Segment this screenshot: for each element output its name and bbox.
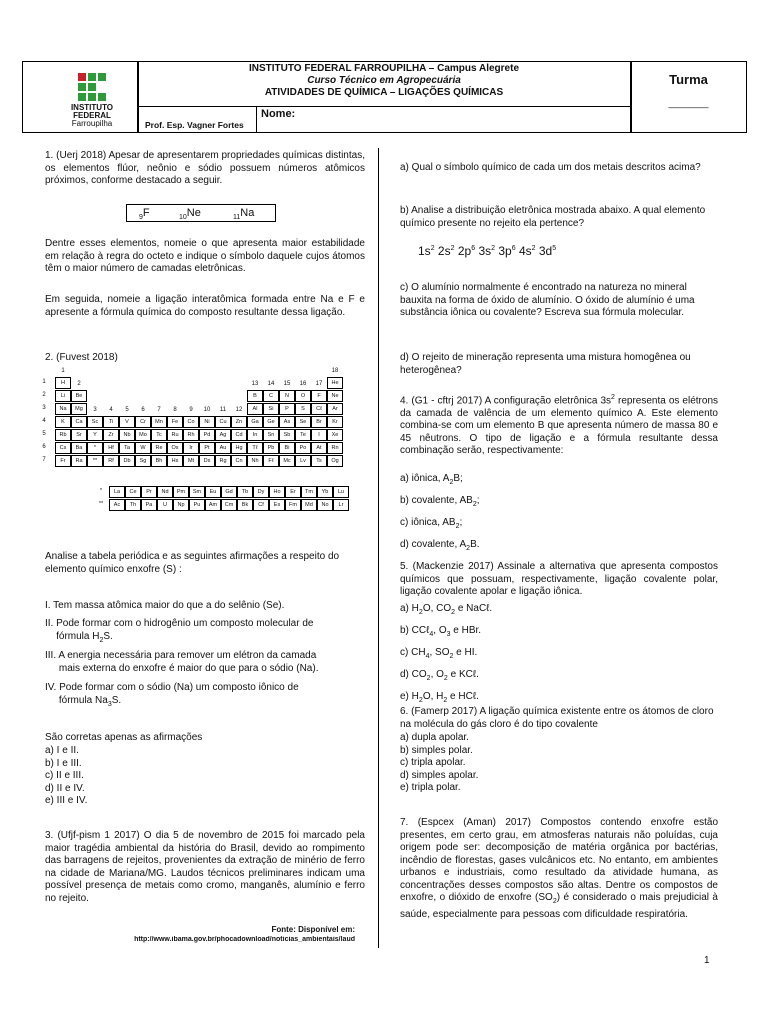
element-cell: Hs bbox=[167, 455, 183, 467]
option[interactable]: a) dupla apolar. bbox=[400, 732, 469, 743]
element-cell: Y bbox=[87, 429, 103, 441]
element-cell: Pa bbox=[141, 499, 157, 511]
group-number: 7 bbox=[157, 407, 161, 413]
element-cell: Re bbox=[151, 442, 167, 454]
option[interactable]: a) iônica, $A_2B$; bbox=[400, 473, 463, 486]
q7-text: 7. (Espcex (Aman) 2017) Compostos contendo enxofre estão presentes, em certo grau, em atmosferas naturais não poluídas, cuja origem pode ser: decomposição de matéria orgânica por bactérias, incêndio de florestas, gases vulcânicos etc. No entanto, em ambientes urbanos e industriais, como resultado da atividade humana, as concentrações desses compostos são altas. Dentre os compostos de enxofre, o dióxido de enxofre $(SO_2)$ é considerado o mais prejudicial à saúde, especialmente para pessoas com dificuldade respiratória. bbox=[400, 817, 718, 920]
element-cell: Fr bbox=[55, 455, 71, 467]
institution-logo bbox=[64, 73, 116, 107]
element-cell: Tb bbox=[237, 486, 253, 498]
header-titles bbox=[140, 63, 628, 99]
element-cell: Ho bbox=[269, 486, 285, 498]
element-cell: V bbox=[119, 416, 135, 428]
element-cell: Rn bbox=[327, 442, 343, 454]
option[interactable]: b) CCℓ$_4$, $O_3$ e HBr. bbox=[400, 625, 482, 638]
element-cell: K bbox=[55, 416, 71, 428]
element-cell: W bbox=[135, 442, 151, 454]
element-cell: Pu bbox=[189, 499, 205, 511]
element-cell: Cm bbox=[221, 499, 237, 511]
element-cell: Ce bbox=[125, 486, 141, 498]
period-number: 6 bbox=[42, 444, 46, 450]
q1-body2: Em seguida, nomeie a ligação interatômica formada entre Na e F e apresente a fórmula química do composto resultante dessa ligação. bbox=[45, 294, 365, 318]
option[interactable]: d) $CO_2$, $O_2$ e KCℓ. bbox=[400, 669, 479, 682]
q1-body1: Dentre esses elementos, nomeie o que apresenta maior estabilidade em relação à regra do octeto e indique o símbolo daquele cujos átomos têm o maior número de camadas eletrônicas. bbox=[45, 238, 365, 274]
group-number: 13 bbox=[251, 381, 259, 387]
element-cell: Kr bbox=[327, 416, 343, 428]
element-cell: Pb bbox=[263, 442, 279, 454]
element-cell: Ca bbox=[71, 416, 87, 428]
q3-source-url[interactable]: http://www.ibama.gov.br/phocadownload/noticias_ambientais/laud bbox=[134, 936, 355, 943]
option[interactable]: e) tripla polar. bbox=[400, 782, 461, 793]
turma-field[interactable]: ________ bbox=[668, 98, 709, 108]
element-cell: Bh bbox=[151, 455, 167, 467]
element-cell: Hg bbox=[231, 442, 247, 454]
q1-elements-box: $_9$F $_{10}$Ne $_{11}$Na bbox=[126, 204, 276, 222]
element-cell: Mt bbox=[183, 455, 199, 467]
group-number: 18 bbox=[331, 368, 339, 374]
option[interactable]: b) covalente, $AB_2$; bbox=[400, 495, 480, 508]
element-cell: Li bbox=[55, 390, 71, 402]
element-cell: Og bbox=[327, 455, 343, 467]
element-cell: Mg bbox=[71, 403, 87, 415]
column-divider bbox=[378, 148, 379, 948]
element-cell: Mo bbox=[135, 429, 151, 441]
element-cell: Ds bbox=[199, 455, 215, 467]
page-number: 1 bbox=[704, 955, 710, 966]
element-cell: In bbox=[247, 429, 263, 441]
periodic-table bbox=[42, 365, 375, 545]
q3-item-b: b) Analise a distribuição eletrônica mostrada abaixo. A qual elemento químico presente no rejeito ela pertence? bbox=[400, 205, 706, 229]
period-number: 5 bbox=[42, 431, 46, 437]
option[interactable]: d) simples apolar. bbox=[400, 769, 479, 781]
group-number: 3 bbox=[93, 407, 97, 413]
element-cell: Ac bbox=[109, 499, 125, 511]
element-cell: N bbox=[279, 390, 295, 402]
group-number: 11 bbox=[219, 407, 227, 413]
element-cell: Cr bbox=[135, 416, 151, 428]
header-divider bbox=[137, 61, 139, 133]
element-cell: Ne bbox=[327, 390, 343, 402]
header-divider bbox=[256, 106, 257, 133]
element-cell: Pm bbox=[173, 486, 189, 498]
element-cell: Cd bbox=[231, 429, 247, 441]
period-number: 1 bbox=[42, 379, 46, 385]
turma-label: Turma bbox=[669, 72, 708, 87]
element-cell: Na bbox=[55, 403, 71, 415]
element-cell: Zr bbox=[103, 429, 119, 441]
element-cell: Ir bbox=[183, 442, 199, 454]
electron-configuration: $1s^2$ $2s^2$ $2p^6$ $3s^2$ $3p^6$ $4s^2$ $3d^5$ bbox=[418, 244, 557, 258]
q3-text: 3. (Ufjf-pism 1 2017) O dia 5 de novembro de 2015 foi marcado pela maior tragédia ambiental da história do Brasil, devido ao rompimento das barragens de rejeitos, provenientes da extração de minério de ferro na cidade de Mariana/MG. Laudos técnicos preliminares indicam uma possível presença de metais como cromo, manganês, alumínio e ferro no rejeito. bbox=[45, 830, 365, 904]
element-cell: Po bbox=[295, 442, 311, 454]
element-cell: Fℓ bbox=[263, 455, 279, 467]
element-cell: Cn bbox=[231, 455, 247, 467]
element-cell: Sb bbox=[279, 429, 295, 441]
q4-text: 4. (G1 - cftrj 2017) A configuração eletrônica $3s^2$ representa os elétrons da camada de valência de um elemento químico A. Este elemento combina-se com um elemento B que apresenta número de massa 80 e 45 nêutrons. O tipo de ligação e a fórmula resultante dessa combinação serão, respectivamente: bbox=[400, 394, 719, 457]
period-number: 3 bbox=[42, 405, 46, 411]
element-cell: Rg bbox=[215, 455, 231, 467]
element-cell: Au bbox=[215, 442, 231, 454]
group-number: 1 bbox=[61, 368, 65, 374]
element-cell: Se bbox=[295, 416, 311, 428]
element-cell: Cs bbox=[55, 442, 71, 454]
element-cell: Lv bbox=[295, 455, 311, 467]
q2-question: São corretas apenas as afirmações bbox=[45, 732, 203, 743]
element-cell: Te bbox=[295, 429, 311, 441]
professor-name: Prof. Esp. Vagner Fortes bbox=[145, 120, 244, 130]
option[interactable]: d) covalente, $A_2B$. bbox=[400, 539, 480, 552]
element-cell: At bbox=[311, 442, 327, 454]
element-cell: Yb bbox=[317, 486, 333, 498]
element-cell: As bbox=[279, 416, 295, 428]
element-cell: Ag bbox=[215, 429, 231, 441]
q2-statement-1: I. Tem massa atômica maior do que a do selênio (Se). bbox=[45, 600, 285, 611]
period-number: 4 bbox=[42, 418, 46, 424]
element-cell: Nd bbox=[157, 486, 173, 498]
element-cell: Am bbox=[205, 499, 221, 511]
element-cell: Co bbox=[183, 416, 199, 428]
element-cell: Tc bbox=[151, 429, 167, 441]
element-cell: Eu bbox=[205, 486, 221, 498]
element-cell: Sr bbox=[71, 429, 87, 441]
option[interactable]: c) tripla apolar. bbox=[400, 757, 466, 768]
element-cell: Sn bbox=[263, 429, 279, 441]
element-cell: Br bbox=[311, 416, 327, 428]
q6-options bbox=[400, 732, 718, 795]
element-cell: S bbox=[295, 403, 311, 415]
element-cell: U bbox=[157, 499, 173, 511]
group-number: 2 bbox=[77, 381, 81, 387]
element-cell: Np bbox=[173, 499, 189, 511]
element-cell: I bbox=[311, 429, 327, 441]
element-cell: Pd bbox=[199, 429, 215, 441]
element-cell: Bk bbox=[237, 499, 253, 511]
element-cell: Ts bbox=[311, 455, 327, 467]
element-cell: ** bbox=[87, 455, 103, 467]
q2-title: 2. (Fuvest 2018) bbox=[45, 352, 118, 363]
group-number: 8 bbox=[173, 407, 177, 413]
element-cell: Ni bbox=[199, 416, 215, 428]
option[interactable]: a) I e II. bbox=[45, 745, 79, 756]
q3-item-c: c) O alumínio normalmente é encontrado na natureza no mineral bauxita na forma de óxido de alumínio. O óxido de alumínio é uma substância iônica ou covalente? Escreva sua fórmula molecular. bbox=[400, 282, 695, 318]
option[interactable]: e) $H_2O$, $H_2$ e HCℓ. bbox=[400, 691, 479, 704]
option[interactable]: d) II e IV. bbox=[45, 782, 85, 794]
element-cell: No bbox=[317, 499, 333, 511]
option[interactable]: e) III e IV. bbox=[45, 795, 88, 806]
element-cell: Rf bbox=[103, 455, 119, 467]
group-number: 16 bbox=[299, 381, 307, 387]
q1-intro: 1. (Uerj 2018) Apesar de apresentarem propriedades químicas distintas, os elementos flúor, neônio e sódio possuem números atômicos próximos, conforme destacado a seguir. bbox=[45, 150, 365, 186]
element-cell: Es bbox=[269, 499, 285, 511]
element-cell: Fm bbox=[285, 499, 301, 511]
option[interactable]: c) II e III. bbox=[45, 770, 84, 781]
element-cell: Tm bbox=[301, 486, 317, 498]
element-cell: La bbox=[109, 486, 125, 498]
q2-statement-3: III. A energia necessária para remover um elétron da camada mais externa do enxofre é maior do que para o sódio (Na). bbox=[45, 650, 319, 674]
period-number: 7 bbox=[42, 457, 46, 463]
element-cell: Pr bbox=[141, 486, 157, 498]
element-cell: Md bbox=[301, 499, 317, 511]
element-cell: H bbox=[55, 377, 71, 389]
group-number: 4 bbox=[109, 407, 113, 413]
element-cell: Cu bbox=[215, 416, 231, 428]
option[interactable]: a) $H_2O$, $CO_2$ e NaCℓ. bbox=[400, 603, 493, 616]
element-cell: Cℓ bbox=[311, 403, 327, 415]
element-cell: Fe bbox=[167, 416, 183, 428]
element-cell: C bbox=[263, 390, 279, 402]
group-number: 10 bbox=[203, 407, 211, 413]
element-cell: Nh bbox=[247, 455, 263, 467]
element-cell: Ba bbox=[71, 442, 87, 454]
element-cell: F bbox=[311, 390, 327, 402]
element-cell: He bbox=[327, 377, 343, 389]
element-cell: Sm bbox=[189, 486, 205, 498]
option[interactable]: c) $CH_4$, $SO_2$ e HI. bbox=[400, 647, 478, 660]
group-number: 9 bbox=[189, 407, 193, 413]
element-cell: Mc bbox=[279, 455, 295, 467]
element-cell: Si bbox=[263, 403, 279, 415]
element-cell: Th bbox=[125, 499, 141, 511]
q3-item-a: a) Qual o símbolo químico de cada um dos metais descritos acima? bbox=[400, 162, 701, 173]
logo-square-red bbox=[78, 73, 86, 81]
element-cell: Ar bbox=[327, 403, 343, 415]
element-cell: B bbox=[247, 390, 263, 402]
option[interactable]: c) iônica, $AB_2$; bbox=[400, 517, 463, 530]
element-cell: Ra bbox=[71, 455, 87, 467]
element-cell: Pt bbox=[199, 442, 215, 454]
element-cell: Al bbox=[247, 403, 263, 415]
element-cell: Xe bbox=[327, 429, 343, 441]
group-number: 5 bbox=[125, 407, 129, 413]
element-cell: Bi bbox=[279, 442, 295, 454]
q2-statement-4: IV. Pode formar com o sódio (Na) um composto iônico de fórmula $Na_3S$. bbox=[45, 682, 299, 708]
element-cell: Os bbox=[167, 442, 183, 454]
q2-options bbox=[45, 745, 365, 808]
element-cell: Mn bbox=[151, 416, 167, 428]
nome-label: Nome: bbox=[261, 108, 296, 120]
element-cell: Lu bbox=[333, 486, 349, 498]
element-cell: * bbox=[99, 488, 103, 494]
element-cell: Zn bbox=[231, 416, 247, 428]
header-divider bbox=[137, 106, 631, 107]
institution-name: INSTITUTO FEDERAL FARROUPILHA – Campus Alegrete bbox=[248, 63, 520, 74]
element-cell: Lr bbox=[333, 499, 349, 511]
q5-options bbox=[400, 600, 718, 710]
q5-text: 5. (Mackenzie 2017) Assinale a alternativa que apresenta compostos químicos que possuam, respectivamente, ligação covalente polar, ligação covalente apolar e ligação iônica. bbox=[400, 561, 718, 597]
element-cell: Gd bbox=[221, 486, 237, 498]
element-cell: Hf bbox=[103, 442, 119, 454]
element-cell: Sc bbox=[87, 416, 103, 428]
logo-text: INSTITUTO FEDERAL Farroupilha bbox=[70, 103, 114, 128]
element-cell: Dy bbox=[253, 486, 269, 498]
element-cell: Rh bbox=[183, 429, 199, 441]
element-cell: Rb bbox=[55, 429, 71, 441]
period-number: 2 bbox=[42, 392, 46, 398]
q2-statement-2: II. Pode formar com o hidrogênio um composto molecular de fórmula $H_2S$. bbox=[45, 618, 314, 644]
element-cell: Ru bbox=[167, 429, 183, 441]
element-cell: Db bbox=[119, 455, 135, 467]
activity-title: ATIVIDADES DE QUÍMICA – LIGAÇÕES QUÍMICAS bbox=[264, 87, 504, 98]
q3-item-d: d) O rejeito de mineração representa uma mistura homogênea ou heterogênea? bbox=[400, 352, 691, 376]
group-number: 15 bbox=[283, 381, 291, 387]
element-cell: Er bbox=[285, 486, 301, 498]
group-number: 17 bbox=[315, 381, 323, 387]
q6-text: 6. (Famerp 2017) A ligação química existente entre os átomos de cloro na molécula do gás cloro é do tipo covalente bbox=[400, 706, 714, 730]
element-cell: Sg bbox=[135, 455, 151, 467]
q3-source-label: Fonte: Disponível em: bbox=[271, 925, 355, 934]
q4-options bbox=[400, 470, 718, 558]
element-cell: * bbox=[87, 442, 103, 454]
group-number: 12 bbox=[235, 407, 243, 413]
option[interactable]: b) I e III. bbox=[45, 757, 82, 769]
group-number: 6 bbox=[141, 407, 145, 413]
element-cell: Cf bbox=[253, 499, 269, 511]
group-number: 14 bbox=[267, 381, 275, 387]
course-name: Curso Técnico em Agropecuária bbox=[307, 75, 461, 86]
option[interactable]: b) simples polar. bbox=[400, 744, 473, 756]
element-cell: P bbox=[279, 403, 295, 415]
element-cell: Be bbox=[71, 390, 87, 402]
element-cell: Ta bbox=[119, 442, 135, 454]
element-cell: Tℓ bbox=[247, 442, 263, 454]
element-cell: Nb bbox=[119, 429, 135, 441]
element-cell: O bbox=[295, 390, 311, 402]
q2-prompt: Analise a tabela periódica e as seguintes afirmações a respeito do elemento químico enxofre (S) : bbox=[45, 551, 340, 575]
element-cell: Ti bbox=[103, 416, 119, 428]
element-cell: ** bbox=[98, 501, 104, 507]
element-cell: Ga bbox=[247, 416, 263, 428]
element-cell: Ge bbox=[263, 416, 279, 428]
